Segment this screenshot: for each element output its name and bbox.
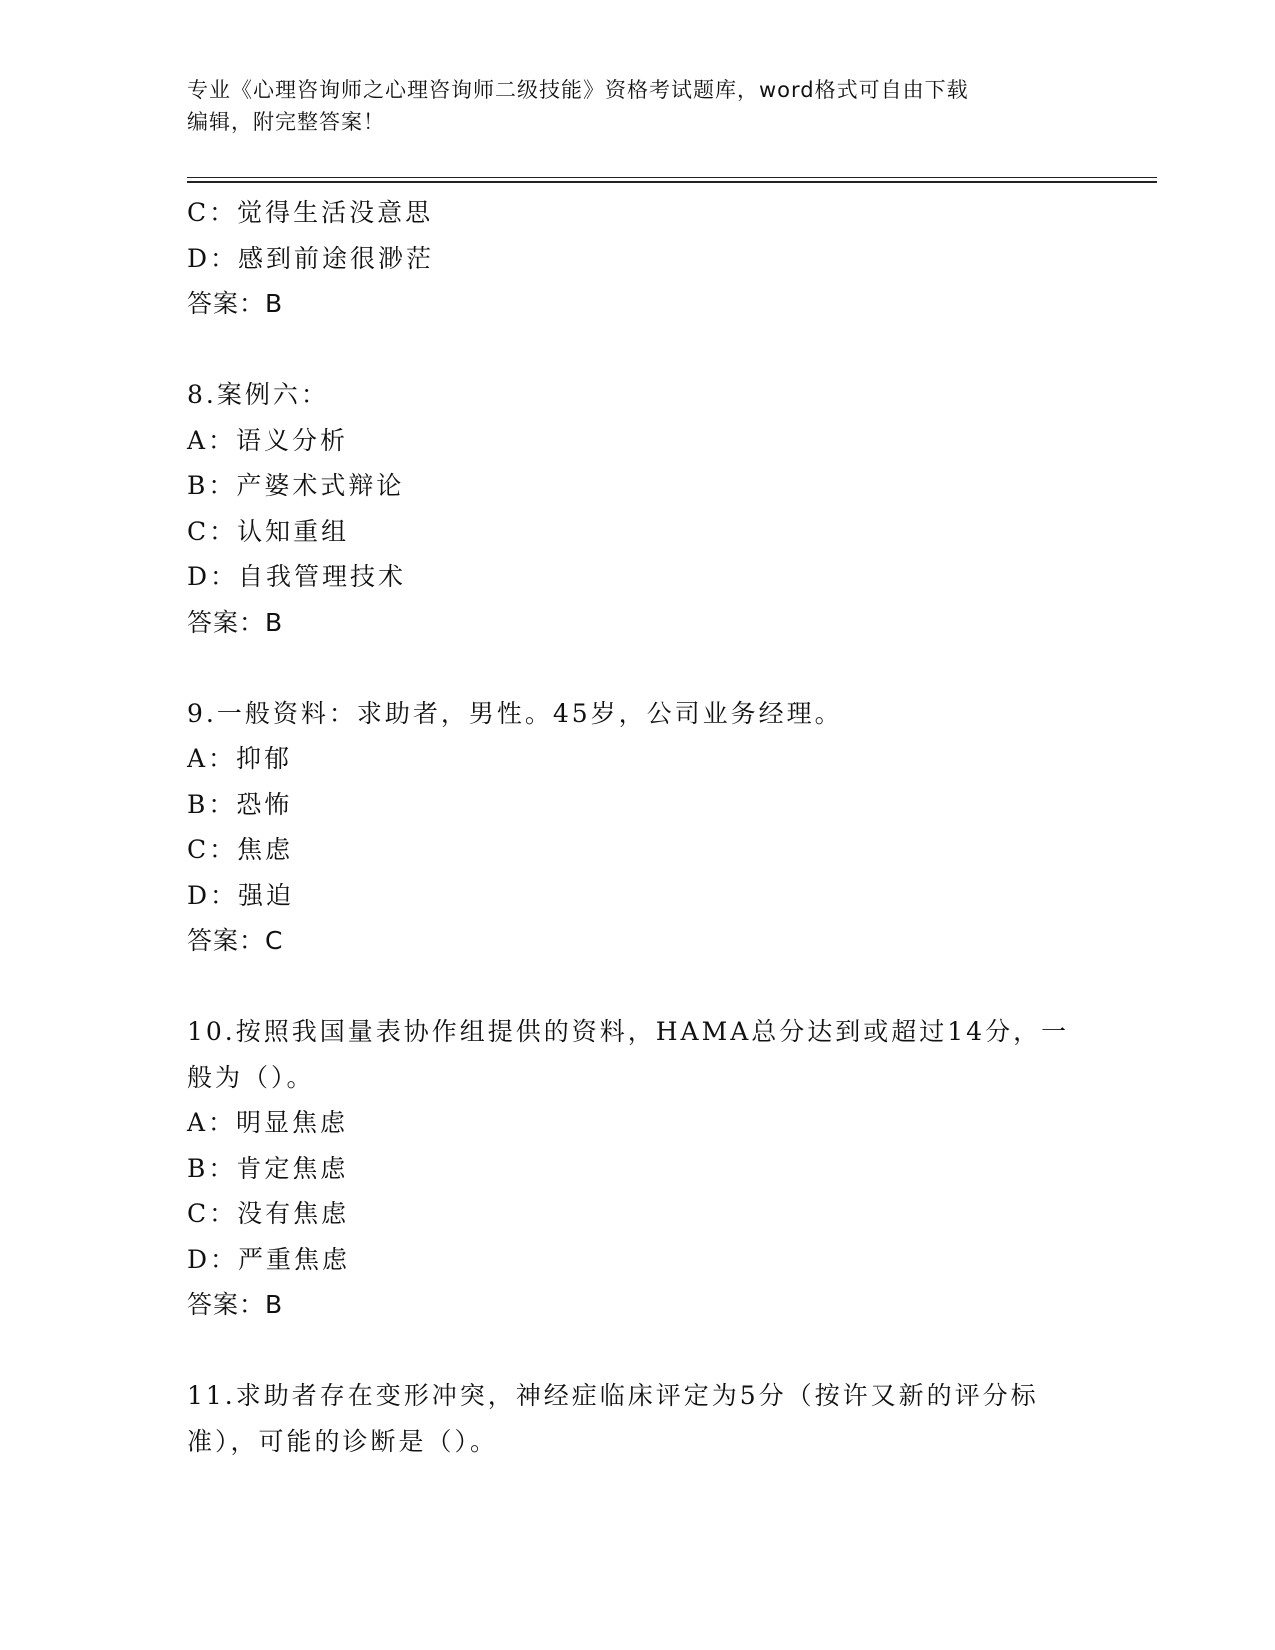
- option-d: D：自我管理技术: [187, 562, 407, 591]
- option-c: C：觉得生活没意思: [187, 198, 434, 227]
- answer-line: 答案：C: [187, 926, 284, 955]
- option-b: B：肯定焦虑: [187, 1153, 349, 1183]
- option-a: A：抑郁: [187, 744, 293, 773]
- header-rule-thin: [187, 177, 1157, 178]
- header-line-2: 编辑，附完整答案！: [187, 110, 385, 134]
- option-b: B：产婆术式辩论: [187, 471, 405, 500]
- question-text: 8.案例六：: [187, 380, 329, 409]
- question-text: 11.求助者存在变形冲突，神经症临床评定为5分（按许又新的评分标: [187, 1381, 1039, 1410]
- header-line-1: 专业《心理咨询师之心理咨询师二级技能》资格考试题库，word格式可自由下载: [187, 78, 969, 102]
- answer-line: 答案：B: [187, 1290, 284, 1319]
- answer-line: 答案：B: [187, 289, 284, 318]
- question-text: 10.按照我国量表协作组提供的资料，HAMA总分达到或超过14分，一: [187, 1017, 1070, 1046]
- option-c: C：没有焦虑: [187, 1199, 350, 1228]
- option-d: D：强迫: [187, 880, 295, 910]
- document-header: [187, 74, 1087, 138]
- option-d: D：严重焦虑: [187, 1244, 351, 1274]
- option-a: A：明显焦虑: [187, 1108, 349, 1137]
- option-c: C：焦虑: [187, 835, 294, 864]
- option-c: C：认知重组: [187, 516, 350, 546]
- answer-line: 答案：B: [187, 607, 284, 637]
- question-content: [187, 190, 1087, 1464]
- question-text: 9.一般资料：求助者，男性。45岁，公司业务经理。: [187, 698, 843, 728]
- question-text-continued: 准），可能的诊断是（）。: [187, 1426, 499, 1456]
- option-b: B：恐怖: [187, 789, 293, 819]
- header-rule-thick: [187, 181, 1157, 183]
- option-a: A：语义分析: [187, 425, 349, 455]
- question-text-continued: 般为（）。: [187, 1062, 315, 1092]
- option-d: D：感到前途很渺茫: [187, 243, 435, 273]
